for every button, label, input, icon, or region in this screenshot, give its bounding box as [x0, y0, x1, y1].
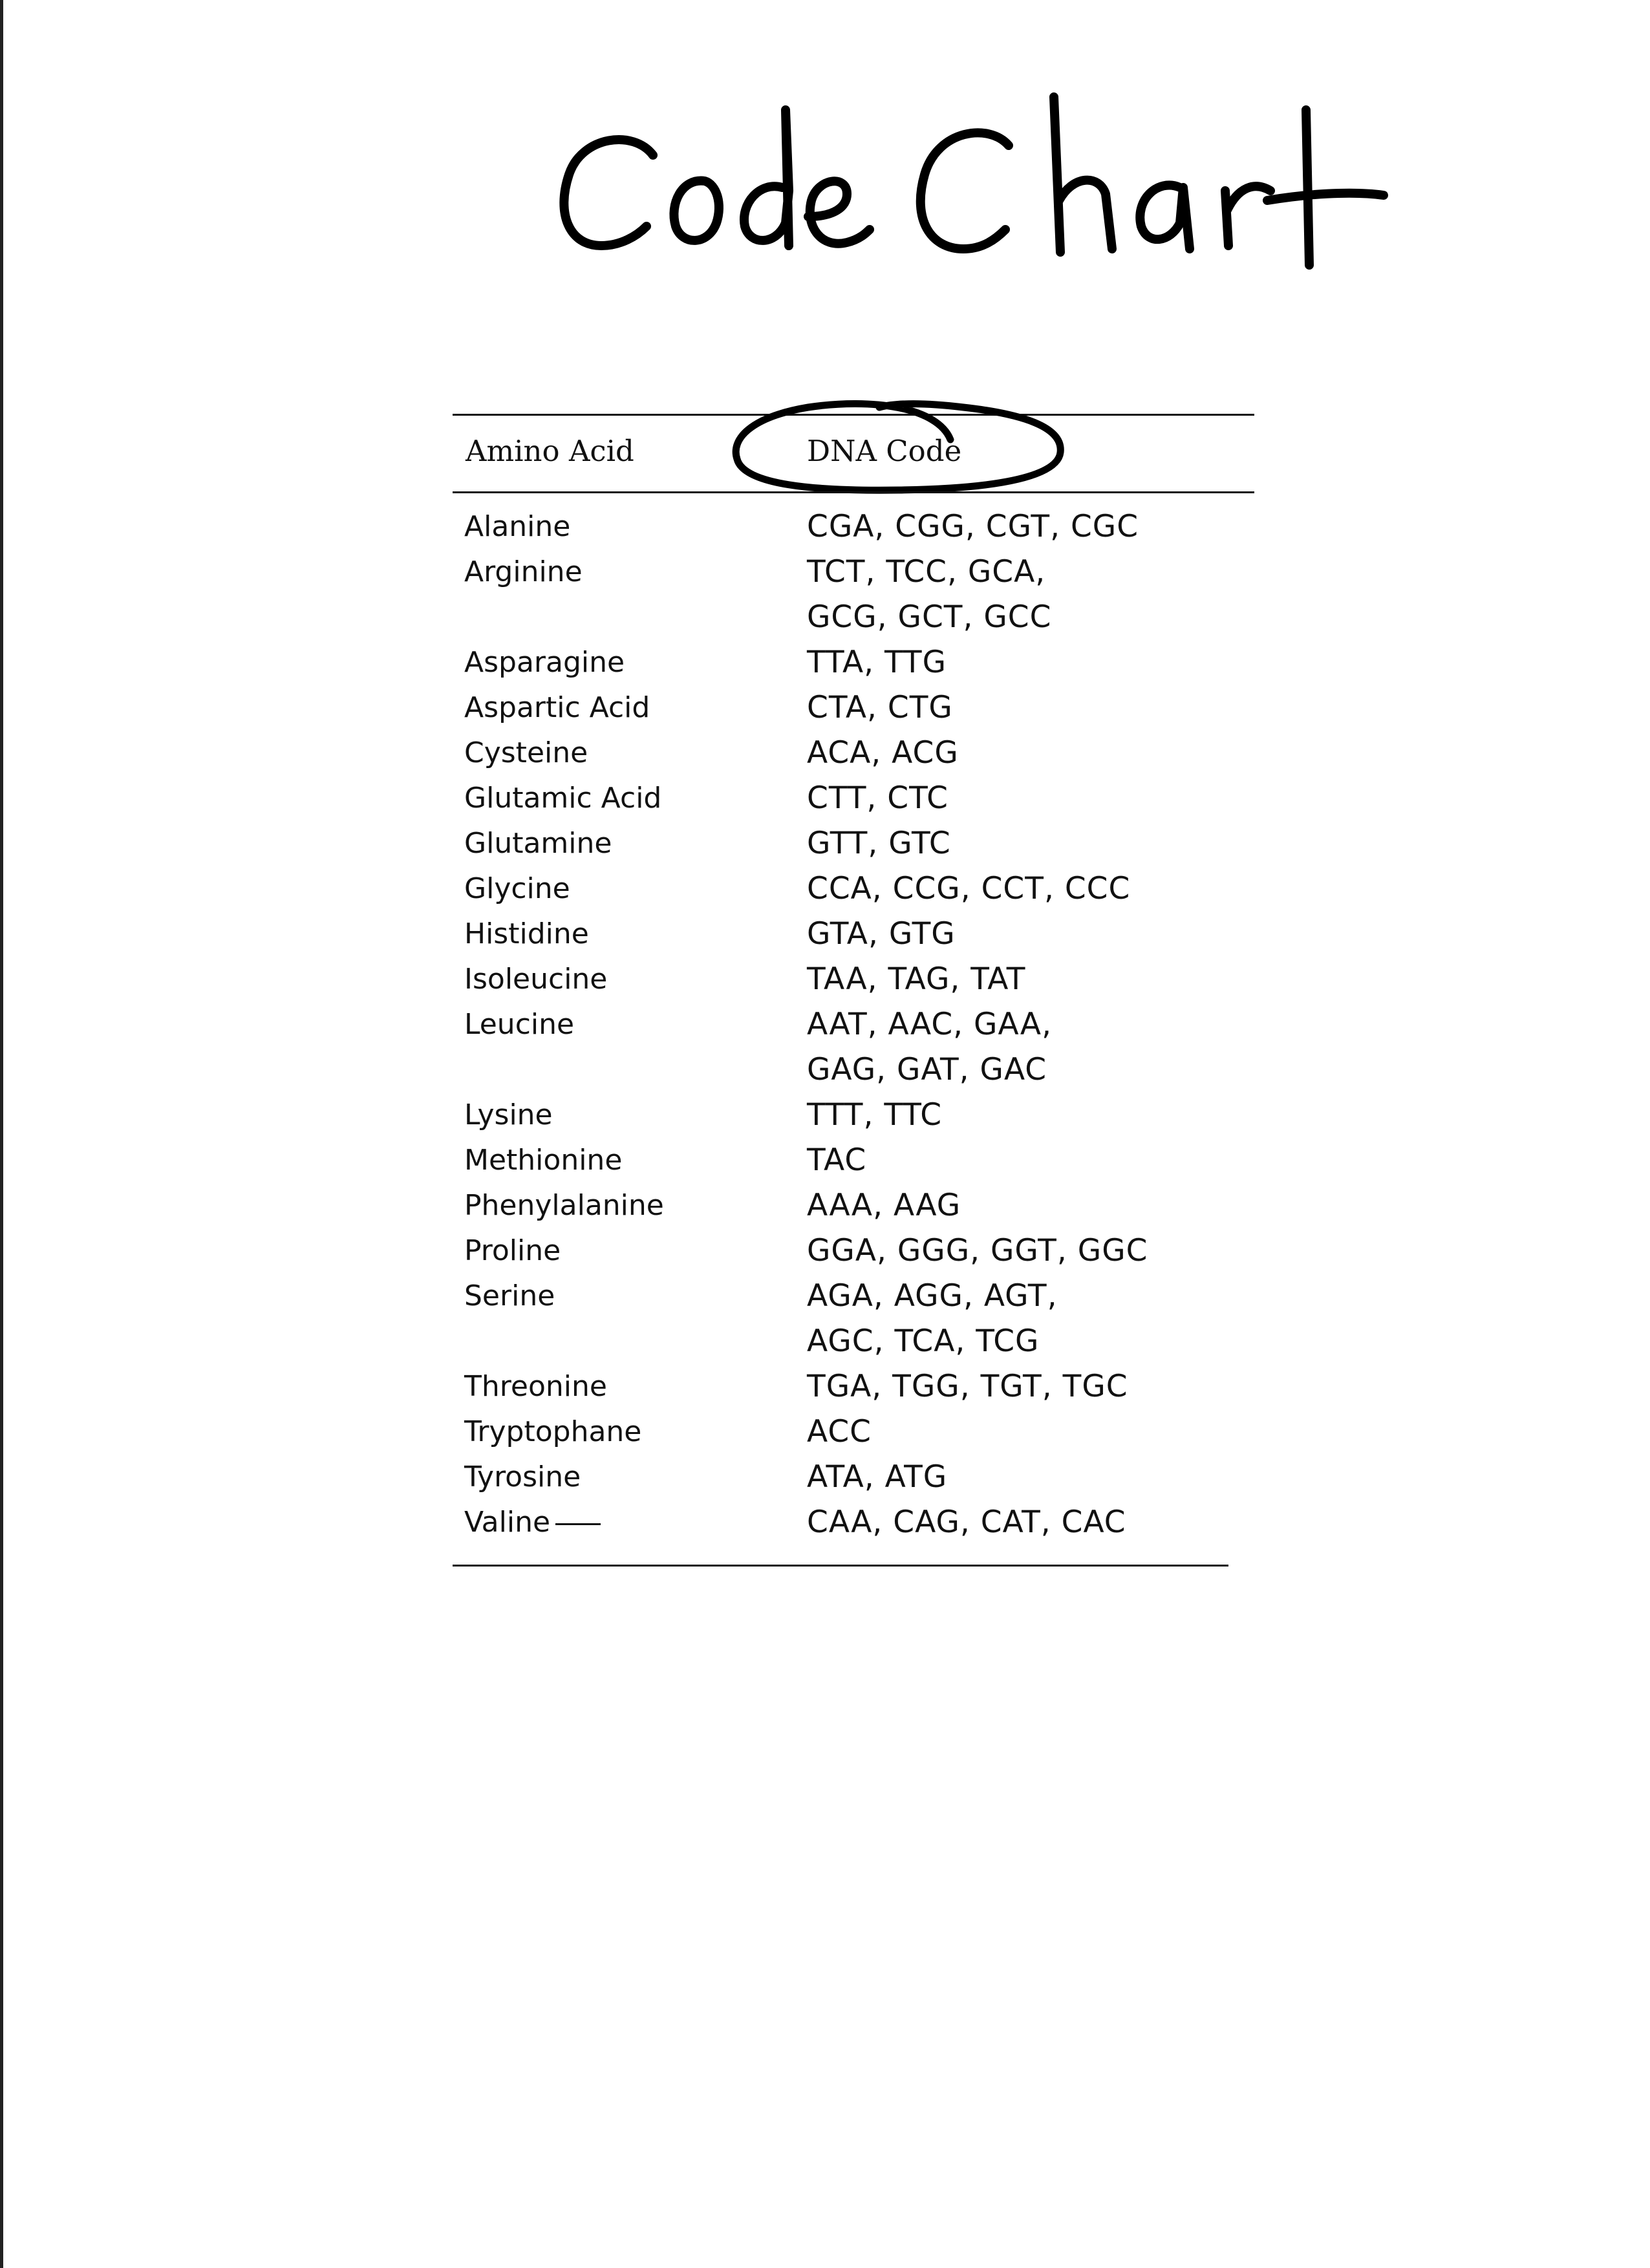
table-row [453, 1455, 1254, 1500]
dna-code-line: GGA, GGG, GGT, GGC [807, 1233, 1148, 1268]
dna-code-line: AGA, AGG, AGT, [807, 1278, 1058, 1314]
amino-acid-name: Threonine [464, 1370, 607, 1403]
dna-code-line: TTT, TTC [807, 1097, 943, 1133]
dna-code-line: TTA, TTG [807, 645, 947, 680]
amino-acid-name: Cysteine [464, 736, 588, 769]
dna-code-line: CCA, CCG, CCT, CCC [807, 871, 1131, 906]
amino-acid-name: Lysine [464, 1098, 553, 1131]
dna-codes [807, 1500, 1126, 1545]
dna-codes [807, 1455, 947, 1500]
dna-codes [807, 1093, 942, 1138]
table-row [453, 776, 1254, 821]
pen-dash-mark [555, 1523, 601, 1525]
table-header-rule [453, 491, 1254, 493]
dna-code-line: AGC, TCA, TCG [807, 1323, 1040, 1359]
dna-codes [807, 1274, 1058, 1364]
dna-code-line: AAT, AAC, GAA, [807, 1007, 1053, 1042]
dna-code-line: CTT, CTC [807, 780, 948, 816]
amino-acid-name: Alanine [464, 510, 571, 543]
table-row [453, 504, 1254, 550]
amino-acid-name: Valine [464, 1500, 601, 1545]
dna-codes [807, 731, 959, 776]
dna-code-line: TGA, TGG, TGT, TGC [807, 1369, 1128, 1404]
table-row [453, 1138, 1254, 1183]
dna-codes [807, 1228, 1148, 1274]
table-row [453, 685, 1254, 731]
dna-codes [807, 1364, 1128, 1409]
dna-code-line: GAG, GAT, GAC [807, 1052, 1047, 1087]
table-row [453, 1183, 1254, 1228]
table-row [453, 1364, 1254, 1409]
dna-codes [807, 640, 947, 685]
dna-code-line: ACC [807, 1414, 872, 1450]
table-body [453, 504, 1254, 1545]
table-row [453, 1093, 1254, 1138]
table-row [453, 731, 1254, 776]
dna-code-line: GTT, GTC [807, 826, 951, 861]
dna-codes [807, 1002, 1052, 1093]
amino-acid-name: Proline [464, 1234, 561, 1267]
amino-acid-name: Aspartic Acid [464, 691, 650, 724]
table-row [453, 821, 1254, 866]
dna-codes [807, 1409, 872, 1455]
table-row [453, 1409, 1254, 1455]
table-row [453, 1500, 1254, 1545]
amino-acid-name: Glycine [464, 872, 570, 905]
handwritten-title [543, 84, 1397, 297]
amino-acid-name: Asparagine [464, 646, 625, 679]
table-row [453, 640, 1254, 685]
dna-codes [807, 685, 953, 731]
dna-code-line: ACA, ACG [807, 735, 959, 771]
table-row [453, 1002, 1254, 1093]
handwritten-title-drawing [543, 84, 1397, 297]
header-dna-code: DNA Code [807, 434, 962, 468]
amino-acid-name: Tyrosine [464, 1460, 581, 1493]
dna-code-line: AAA, AAG [807, 1188, 961, 1223]
table-row [453, 912, 1254, 957]
amino-acid-name: Leucine [464, 1008, 575, 1041]
dna-code-line: TAA, TAG, TAT [807, 961, 1026, 997]
table-row [453, 1228, 1254, 1274]
page-scan-edge [0, 0, 3, 2268]
dna-codes [807, 504, 1139, 550]
amino-acid-name: Glutamine [464, 827, 612, 860]
dna-code-line: CGA, CGG, CGT, CGC [807, 509, 1139, 544]
amino-acid-name: Methionine [464, 1144, 623, 1177]
amino-acid-name: Isoleucine [464, 963, 608, 996]
dna-codes [807, 1138, 866, 1183]
dna-codes [807, 1183, 961, 1228]
dna-codes [807, 776, 948, 821]
dna-code-line: TCT, TCC, GCA, [807, 554, 1046, 590]
amino-acid-name: Arginine [464, 555, 583, 588]
dna-code-line: ATA, ATG [807, 1459, 948, 1495]
dna-code-line: TAC [807, 1142, 867, 1178]
table-bottom-rule [453, 1565, 1228, 1567]
dna-codes [807, 550, 1051, 640]
amino-acid-name: Serine [464, 1279, 555, 1312]
dna-codes [807, 912, 956, 957]
amino-acid-name: Tryptophane [464, 1415, 642, 1448]
dna-code-line: GTA, GTG [807, 916, 956, 952]
table-row [453, 957, 1254, 1002]
dna-code-line: GCG, GCT, GCC [807, 599, 1052, 635]
amino-acid-name: Histidine [464, 917, 589, 950]
dna-code-line: CAA, CAG, CAT, CAC [807, 1504, 1126, 1540]
header-amino-acid: Amino Acid [466, 434, 634, 468]
dna-code-line: CTA, CTG [807, 690, 953, 725]
amino-acid-name: Phenylalanine [464, 1189, 664, 1222]
amino-acid-name: Glutamic Acid [464, 782, 662, 815]
table-row [453, 1274, 1254, 1364]
dna-codes [807, 821, 951, 866]
dna-codes [807, 866, 1130, 912]
dna-codes [807, 957, 1026, 1002]
table-row [453, 866, 1254, 912]
table-row [453, 550, 1254, 640]
